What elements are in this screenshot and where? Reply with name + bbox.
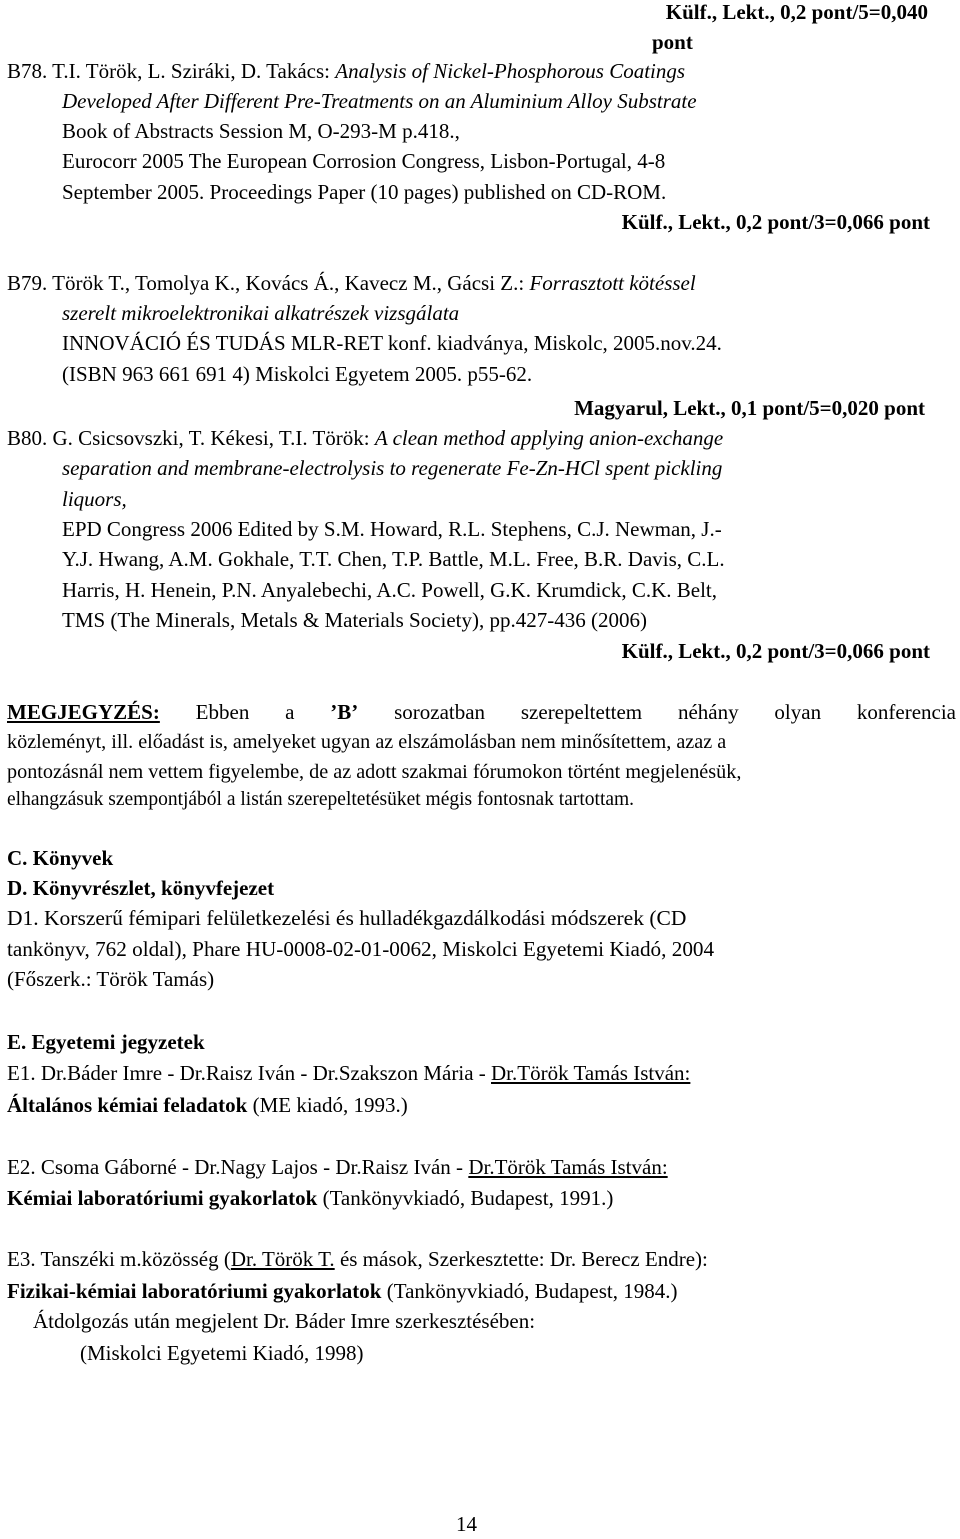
e2-line1 [7,1152,668,1182]
e1-authors: E1. Dr.Báder Imre - Dr.Raisz Iván - Dr.Szakszon Mária - [7,1061,492,1085]
e1-title: Általános kémiai feladatok [7,1093,248,1117]
b79-score-value: , 0,1 pont/5=0,020 pont [720,396,925,420]
e3-line1 [7,1244,708,1274]
d1-line1: D1. Korszerű fémipari felületkezelési és hulladékgazdálkodási módszerek (CD [7,906,687,930]
section-c-heading: C. Könyvek [7,846,114,870]
b79-conference-line: INNOVÁCIÓ ÉS TUDÁS MLR-RET konf. kiadványa, Miskolc, 2005.nov.24. [62,331,722,355]
e2-line2 [7,1183,613,1213]
b78-score-line2: pont [652,30,693,54]
b78-title-part1: Analysis of Nickel-Phosphorous Coatings [335,59,686,83]
d1-line3: (Főszerk.: Török Tamás) [7,967,215,991]
b79-authors: B79. Török T., Tomolya K., Kovács Á., Kavecz M., Gácsi Z.: [7,271,530,295]
note-word: a [285,700,295,724]
note-line4: elhangzásuk szempontjából a listán szerepeltetésüket mégis fontosnak tartottam. [7,789,635,810]
e3-pre: E3. Tanszéki m.közösség ( [7,1247,231,1271]
note-line3: pontozásnál nem vettem figyelembe, de az adott szakmai fórumokon történt megjelenésük, [7,761,742,783]
b79-score [574,393,925,423]
e1-publisher: (ME kiadó, 1993.) [247,1093,408,1117]
e3-author-underlined: Dr. Török T. [230,1247,335,1271]
b80-publisher-line: TMS (The Minerals, Metals & Materials Society), pp.427-436 (2006) [62,608,647,632]
b78-score [622,207,930,237]
b79-score-label: Magyarul, Lekt. [574,396,721,420]
e2-title: Kémiai laboratóriumi gyakorlatok [7,1186,318,1210]
e2-authors: E2. Csoma Gáborné - Dr.Nagy Lajos - Dr.Raisz Iván - [7,1155,469,1179]
b78-title-part2: Developed After Different Pre-Treatments on an Aluminium Alloy Substrate [62,89,697,113]
b80-editors-line2: Y.J. Hwang, A.M. Gokhale, T.T. Chen, T.P. Battle, M.L. Free, B.R. Davis, C.L. [62,547,725,571]
b79-first-line [7,268,696,298]
section-e-heading: E. Egyetemi jegyzetek [7,1030,205,1054]
b80-title-part1: A clean method applying anion-exchange [374,426,724,450]
b78-congress-line: Eurocorr 2005 The European Corrosion Congress, Lisbon-Portugal, 4-8 [62,149,666,173]
b80-score [622,636,930,666]
note-word: szerepeltettem [520,700,643,724]
b78-score-value: , 0,2 pont/3=0,066 pont [725,210,930,234]
b78-proceedings-line: September 2005. Proceedings Paper (10 pages) published on CD-ROM. [62,180,667,204]
b80-title-part3: liquors, [62,487,127,511]
e2-author-underlined: Dr.Török Tamás István: [468,1155,668,1179]
b80-authors: B80. G. Csicsovszki, T. Kékesi, T.I. Török: [7,426,375,450]
e3-post: és mások, Szerkesztette: Dr. Berecz Endre): [334,1247,708,1271]
b78-first-line [7,56,685,86]
e2-publisher: (Tankönyvkiadó, Budapest, 1991.) [317,1186,614,1210]
note-word: olyan [774,700,822,724]
e1-line2 [7,1090,408,1120]
b79-title-part1: Forrasztott kötéssel [529,271,696,295]
b80-score-label: Külf., Lekt. [621,639,726,663]
note-label: MEGJEGYZÉS: [7,700,160,724]
e3-line4: (Miskolci Egyetemi Kiadó, 1998) [80,1341,364,1365]
b80-first-line [7,423,723,453]
page-number: 14 [456,1512,477,1536]
e3-line3: Átdolgozás után megjelent Dr. Báder Imre szerkesztésében: [33,1309,536,1333]
e3-line2 [7,1276,677,1306]
note-line2: közleményt, ill. előadást is, amelyeket ugyan az elszámolásban nem minősítettem, azaz a [7,731,727,753]
b78-score-line1: Külf., Lekt., 0,2 pont/5=0,040 [665,0,928,24]
note-word: Ebben [195,700,250,724]
b80-editors-line3: Harris, H. Henein, P.N. Anyalebechi, A.C. Powell, G.K. Krumdick, C.K. Belt, [62,578,718,602]
b80-score-value: , 0,2 pont/3=0,066 pont [725,639,930,663]
e3-publisher: (Tankönyvkiadó, Budapest, 1984.) [381,1279,678,1303]
b80-title-part2: separation and membrane-electrolysis to regenerate Fe-Zn-HCl spent pickling [62,456,723,480]
note-word: sorozatban [394,700,486,724]
e3-title: Fizikai-kémiai laboratóriumi gyakorlatok [7,1279,382,1303]
b79-isbn-line: (ISBN 963 661 691 4) Miskolci Egyetem 2005. p55-62. [62,362,533,386]
e1-author-underlined: Dr.Török Tamás István: [491,1061,691,1085]
note-word: konferencia [856,700,956,724]
e1-line1 [7,1058,690,1088]
b78-score-label: Külf., Lekt. [621,210,726,234]
d1-line2: tankönyv, 762 oldal), Phare HU-0008-02-01-0062, Miskolci Egyetemi Kiadó, 2004 [7,937,715,961]
note-line1 [7,697,956,727]
b80-editors-line1: EPD Congress 2006 Edited by S.M. Howard, R.L. Stephens, C.J. Newman, J.- [62,517,722,541]
b79-title-part2: szerelt mikroelektronikai alkatrészek vizsgálata [62,301,460,325]
b78-book-line: Book of Abstracts Session M, O-293-M p.418., [62,119,460,143]
b78-authors: B78. T.I. Török, L. Sziráki, D. Takács: [7,59,336,83]
section-d-heading: D. Könyvrészlet, könyvfejezet [7,876,275,900]
note-word: néhány [677,700,739,724]
note-word-b: ’B’ [330,700,359,724]
